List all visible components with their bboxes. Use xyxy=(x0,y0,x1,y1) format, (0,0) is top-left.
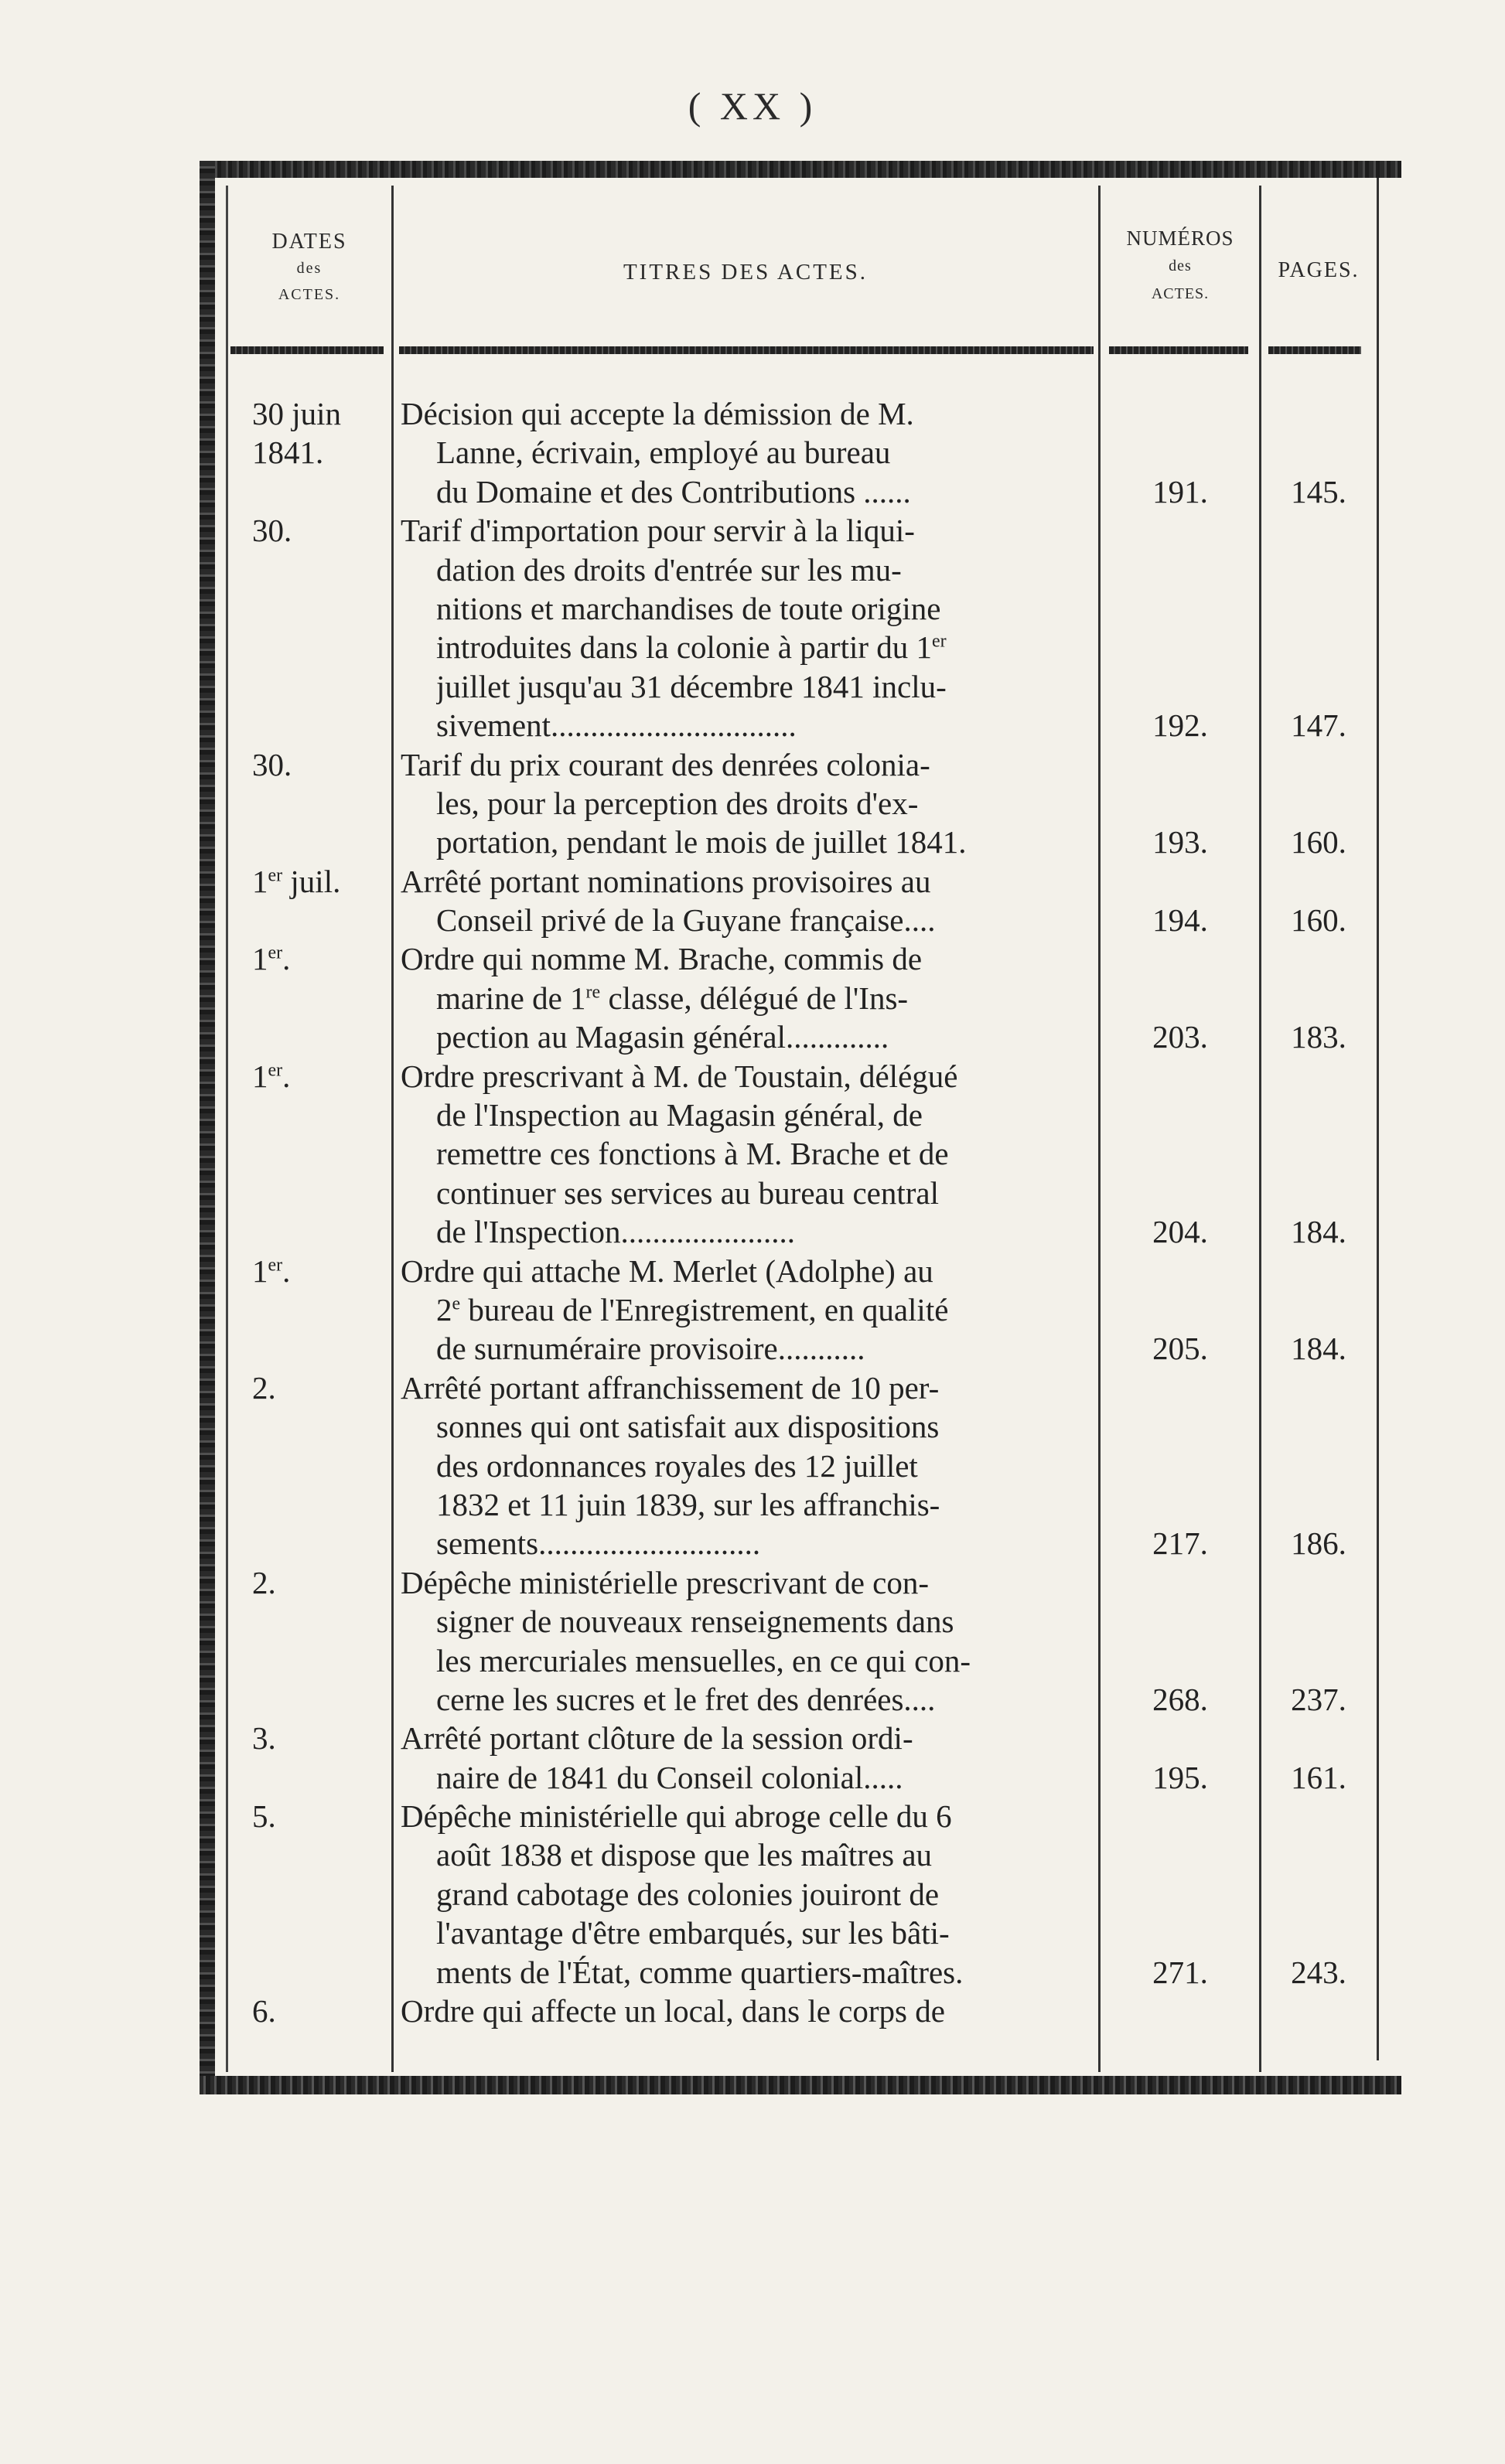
entry-line xyxy=(0,1602,1505,1641)
entry-title-line: nitions et marchandises de toute origine xyxy=(436,590,941,626)
entry-line xyxy=(0,706,1505,745)
entry-title-line: pection au Magasin général............. xyxy=(436,1019,889,1055)
entry-date: 6. xyxy=(252,1993,276,2029)
entry-line xyxy=(0,1447,1505,1485)
entry-line xyxy=(0,862,1505,901)
entry-title-line: juillet jusqu'au 31 décembre 1841 inclu- xyxy=(436,668,947,704)
entry-title-line: Dépêche ministérielle prescrivant de con- xyxy=(401,1564,930,1600)
header-dates-line1: DATES xyxy=(271,230,347,254)
entry-title-line: 2e bureau de l'Enregistrement, en qualité xyxy=(436,1291,949,1327)
entry-line xyxy=(0,1329,1505,1368)
header-pages: PAGES. xyxy=(1278,258,1360,282)
list-item xyxy=(0,1252,1505,1368)
entry-title-line: du Domaine et des Contributions ...... xyxy=(436,473,911,509)
entry-line xyxy=(0,1563,1505,1602)
entry-title-line: de l'Inspection au Magasin général, de xyxy=(436,1097,923,1133)
header-dates-line2: des xyxy=(296,260,322,277)
entry-line xyxy=(0,1057,1505,1096)
entry-page: 186. xyxy=(1291,1525,1346,1562)
entry-act-number: 268. xyxy=(1152,1681,1208,1717)
entry-title-line: naire de 1841 du Conseil colonial..... xyxy=(436,1759,903,1795)
table-frame-bottom xyxy=(200,2076,1401,2094)
entry-line xyxy=(0,1212,1505,1251)
entry-act-number: 217. xyxy=(1152,1525,1208,1562)
entry-act-number: 205. xyxy=(1152,1331,1208,1367)
entry-line xyxy=(0,1252,1505,1290)
entry-line xyxy=(0,1174,1505,1212)
entry-act-number: 192. xyxy=(1152,707,1208,744)
entry-line xyxy=(0,394,1505,433)
page-number: ( XX ) xyxy=(688,84,817,128)
list-item xyxy=(0,1368,1505,1563)
entry-title-line: marine de 1re classe, délégué de l'Ins- xyxy=(436,980,909,1016)
entry-line xyxy=(0,550,1505,589)
entry-line xyxy=(0,1797,1505,1835)
header-rule-numbers xyxy=(1109,346,1248,354)
entry-title-line: l'avantage d'être embarqués, sur les bâti- xyxy=(436,1915,950,1951)
list-item xyxy=(0,939,1505,1056)
entry-title-line: des ordonnances royales des 12 juillet xyxy=(436,1447,918,1484)
entry-title-line: sements............................ xyxy=(436,1525,761,1562)
entry-line xyxy=(0,979,1505,1017)
entry-line xyxy=(0,784,1505,823)
header-numbers-line1: NUMÉROS xyxy=(1126,227,1234,250)
entry-title-line: ments de l'État, comme quartiers-maîtres. xyxy=(436,1954,964,1990)
entry-title-line: portation, pendant le mois de juillet 1841. xyxy=(436,824,967,861)
entry-line xyxy=(0,1953,1505,1992)
entry-line xyxy=(0,1524,1505,1563)
entry-page: 145. xyxy=(1291,473,1346,509)
entry-line xyxy=(0,745,1505,784)
entry-page: 160. xyxy=(1291,902,1346,939)
entry-line xyxy=(0,1096,1505,1134)
header-numbers-line2: des xyxy=(1169,257,1192,274)
entry-title-line: de surnuméraire provisoire........... xyxy=(436,1331,865,1367)
header-dates-line3: ACTES. xyxy=(278,286,341,303)
entry-title-line: août 1838 et dispose que les maîtres au xyxy=(436,1837,933,1873)
entry-title-line: sivement............................... xyxy=(436,707,797,744)
entry-title-line: Ordre qui attache M. Merlet (Adolphe) au xyxy=(401,1252,933,1289)
entry-act-number: 203. xyxy=(1152,1019,1208,1055)
entry-line xyxy=(0,1017,1505,1056)
header-rule-titles xyxy=(399,346,1094,354)
entry-page: 184. xyxy=(1291,1331,1346,1367)
entry-title-line: Conseil privé de la Guyane française.... xyxy=(436,902,936,939)
entry-date: 1er juil. xyxy=(252,863,341,899)
entry-date: 1er. xyxy=(252,941,291,977)
entry-date: 1er. xyxy=(252,1058,291,1094)
entry-date: 2. xyxy=(252,1564,276,1600)
entry-line xyxy=(0,667,1505,706)
entry-date: 30. xyxy=(252,513,292,549)
entry-page: 237. xyxy=(1291,1681,1346,1717)
entry-title-line: Arrêté portant nominations provisoires au xyxy=(401,863,931,899)
entry-line xyxy=(0,1719,1505,1757)
header-titles: TITRES DES ACTES. xyxy=(623,260,869,285)
entry-act-number: 194. xyxy=(1152,902,1208,939)
entry-title-line: cerne les sucres et le fret des denrées.... xyxy=(436,1681,936,1717)
entry-line xyxy=(0,1407,1505,1446)
list-item xyxy=(0,394,1505,511)
entry-line xyxy=(0,589,1505,628)
entry-title-line: Arrêté portant clôture de la session ordi- xyxy=(401,1720,913,1757)
entry-line xyxy=(0,511,1505,550)
entry-date: 30 juin xyxy=(252,396,342,431)
entry-title-line: 1832 et 11 juin 1839, sur les affranchis- xyxy=(436,1486,940,1522)
list-item xyxy=(0,511,1505,745)
entry-line xyxy=(0,1875,1505,1914)
entry-title-line: sonnes qui ont satisfait aux dispositions xyxy=(436,1409,940,1445)
list-item xyxy=(0,1057,1505,1252)
entry-title-line: Arrêté portant affranchissement de 10 per- xyxy=(401,1369,940,1406)
entry-title-line: Ordre qui nomme M. Brache, commis de xyxy=(401,941,923,977)
entry-title-line: Tarif d'importation pour servir à la liqui- xyxy=(401,513,915,549)
list-item xyxy=(0,1563,1505,1719)
header-numbers-line3: ACTES. xyxy=(1151,285,1210,302)
entry-title-line: Ordre qui affecte un local, dans le corps de xyxy=(401,1993,945,2029)
entry-act-number: 204. xyxy=(1152,1214,1208,1250)
entry-page: 147. xyxy=(1291,707,1346,744)
entry-title-line: les, pour la perception des droits d'ex- xyxy=(436,785,919,821)
entry-date: 5. xyxy=(252,1798,276,1835)
entry-page: 243. xyxy=(1291,1954,1346,1990)
entry-line xyxy=(0,1680,1505,1719)
header-rule-pages xyxy=(1268,346,1361,354)
entry-line xyxy=(0,1641,1505,1680)
entry-page: 161. xyxy=(1291,1759,1346,1795)
entry-title-line: de l'Inspection...................... xyxy=(436,1214,796,1250)
entries-list xyxy=(0,394,1505,2030)
header-numbers xyxy=(1101,224,1259,308)
entry-page: 184. xyxy=(1291,1214,1346,1250)
entry-title-line: introduites dans la colonie à partir du 1er xyxy=(436,629,947,666)
list-item xyxy=(0,745,1505,862)
entry-title-line: les mercuriales mensuelles, en ce qui con- xyxy=(436,1642,971,1678)
entry-line xyxy=(0,628,1505,666)
entry-act-number: 195. xyxy=(1152,1759,1208,1795)
entry-date: 1er. xyxy=(252,1252,291,1289)
entry-title-line: Décision qui accepte la démission de M. xyxy=(401,396,914,431)
entry-line xyxy=(0,1992,1505,2030)
entry-title-line: Lanne, écrivain, employé au bureau xyxy=(436,435,891,471)
header-dates xyxy=(232,229,387,308)
entry-act-number: 271. xyxy=(1152,1954,1208,1990)
entry-line xyxy=(0,1134,1505,1173)
entry-act-number: 193. xyxy=(1152,824,1208,861)
list-item xyxy=(0,1992,1505,2030)
entry-line xyxy=(0,1914,1505,1952)
entry-page: 183. xyxy=(1291,1019,1346,1055)
list-item xyxy=(0,862,1505,940)
entry-title-line: signer de nouveaux renseignements dans xyxy=(436,1603,954,1640)
entry-title-line: Ordre prescrivant à M. de Toustain, délégué xyxy=(401,1058,958,1094)
entry-line xyxy=(0,433,1505,472)
entry-date: 1841. xyxy=(252,435,324,471)
entry-page: 160. xyxy=(1291,824,1346,861)
entry-title-line: remettre ces fonctions à M. Brache et de xyxy=(436,1136,949,1172)
entry-line xyxy=(0,823,1505,861)
entry-title-line: continuer ses services au bureau central xyxy=(436,1174,940,1211)
entry-date: 2. xyxy=(252,1369,276,1406)
entry-line xyxy=(0,901,1505,939)
header-rule-dates xyxy=(230,346,384,354)
entry-date: 3. xyxy=(252,1720,276,1757)
entry-line xyxy=(0,1758,1505,1797)
entry-line xyxy=(0,1485,1505,1524)
entry-date: 30. xyxy=(252,746,292,782)
entry-title-line: grand cabotage des colonies jouiront de xyxy=(436,1876,940,1912)
entry-line xyxy=(0,939,1505,978)
table-frame-top xyxy=(200,161,1401,178)
entry-title-line: dation des droits d'entrée sur les mu- xyxy=(436,551,902,588)
entry-title-line: Tarif du prix courant des denrées colonia- xyxy=(401,746,930,782)
entry-line xyxy=(0,1368,1505,1407)
entry-title-line: Dépêche ministérielle qui abroge celle du 6 xyxy=(401,1798,952,1835)
list-item xyxy=(0,1797,1505,1992)
entry-line xyxy=(0,472,1505,511)
entry-act-number: 191. xyxy=(1152,473,1208,509)
entry-line xyxy=(0,1835,1505,1874)
list-item xyxy=(0,1719,1505,1797)
entry-line xyxy=(0,1290,1505,1329)
